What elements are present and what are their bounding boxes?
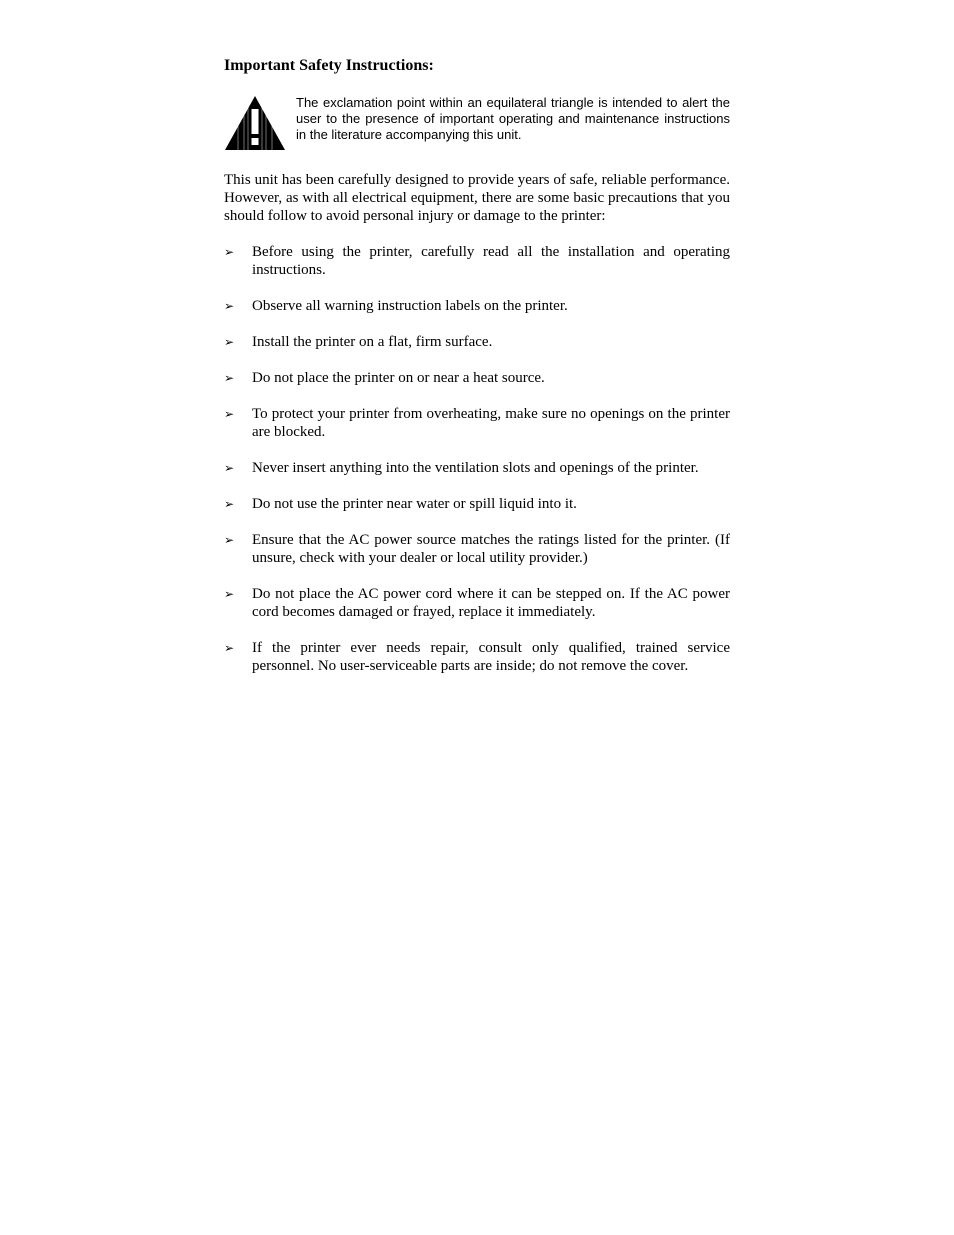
list-item <box>224 459 730 477</box>
list-item-text: Observe all warning instruction labels on the printer. <box>252 298 568 314</box>
list-item <box>224 495 730 513</box>
list-item-text: Do not place the printer on or near a heat source. <box>252 370 545 386</box>
arrow-bullet-icon: ➢ <box>224 533 235 547</box>
arrow-bullet-icon: ➢ <box>224 335 235 349</box>
page-title: Important Safety Instructions: <box>224 57 434 74</box>
list-item <box>224 369 730 387</box>
safety-instructions-list <box>224 243 730 675</box>
document-page <box>224 56 730 693</box>
list-item-text: Do not place the AC power cord where it can be stepped on. If the AC power cord becomes damaged or frayed, replace it immediately. <box>252 586 730 620</box>
arrow-bullet-icon: ➢ <box>224 299 235 313</box>
list-item <box>224 585 730 621</box>
list-item-text: To protect your printer from overheating, make sure no openings on the printer are blocked. <box>252 406 730 440</box>
exclamation-triangle-icon <box>224 95 286 151</box>
list-item-text: Before using the printer, carefully read all the installation and operating instructions. <box>252 244 730 278</box>
list-item-text: Ensure that the AC power source matches the ratings listed for the printer. (If unsure, check with your dealer or local utility provider.) <box>252 532 730 566</box>
list-item-text: Install the printer on a flat, firm surface. <box>252 334 493 350</box>
list-item <box>224 405 730 441</box>
arrow-bullet-icon: ➢ <box>224 497 235 511</box>
list-item <box>224 531 730 567</box>
list-item <box>224 639 730 675</box>
warning-block <box>224 95 730 157</box>
list-item-text: Do not use the printer near water or spill liquid into it. <box>252 496 577 512</box>
list-item-text: If the printer ever needs repair, consult only qualified, trained service personnel. No user-serviceable parts are inside; do not remove the cover. <box>252 640 730 674</box>
warning-text: The exclamation point within an equilateral triangle is intended to alert the user to the presence of important operating and maintenance instructions in the literature accompanying this unit. <box>296 95 730 142</box>
arrow-bullet-icon: ➢ <box>224 407 235 421</box>
arrow-bullet-icon: ➢ <box>224 245 235 259</box>
arrow-bullet-icon: ➢ <box>224 587 235 601</box>
arrow-bullet-icon: ➢ <box>224 461 235 475</box>
list-item-text: Never insert anything into the ventilation slots and openings of the printer. <box>252 460 699 476</box>
list-item <box>224 297 730 315</box>
list-item <box>224 243 730 279</box>
list-item <box>224 333 730 351</box>
intro-paragraph: This unit has been carefully designed to provide years of safe, reliable performance. However, as with all electrical equipment, there are some basic precautions that you should follow to avoid personal injury or damage to the printer: <box>224 172 730 224</box>
arrow-bullet-icon: ➢ <box>224 641 235 655</box>
arrow-bullet-icon: ➢ <box>224 371 235 385</box>
